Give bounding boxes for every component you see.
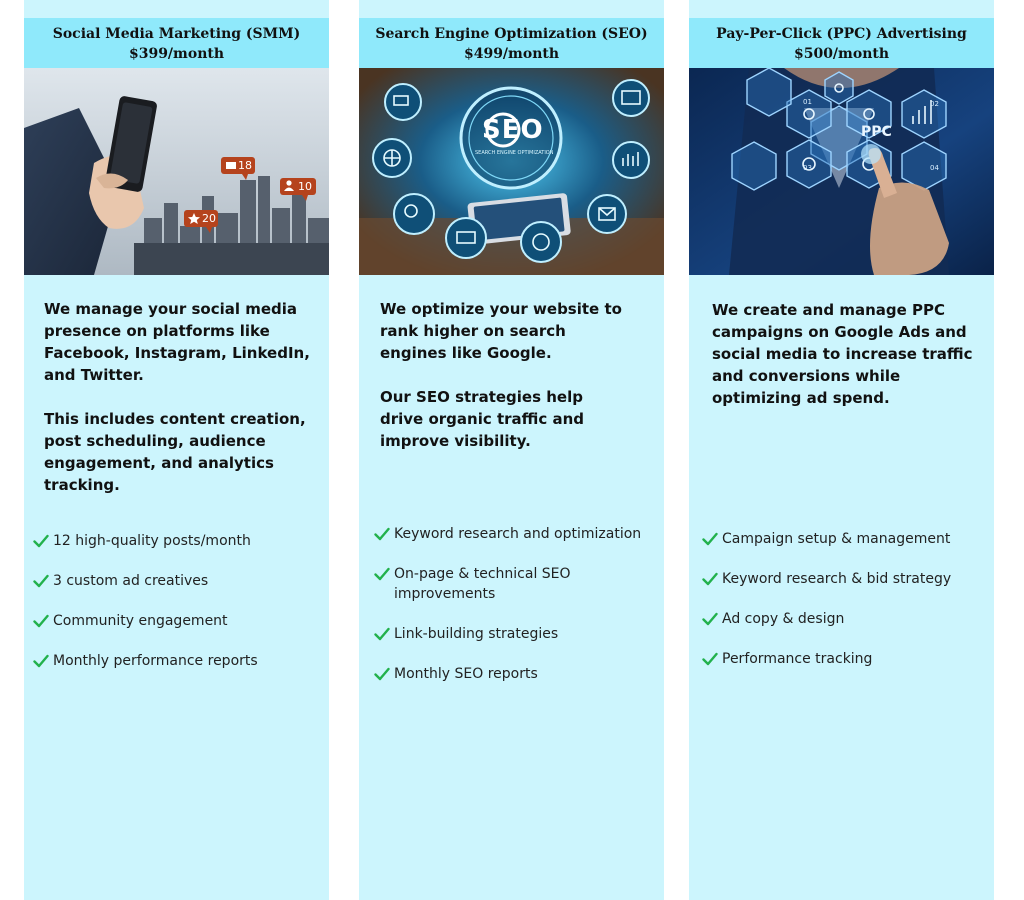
hex-label-04: 04 — [930, 164, 939, 172]
seo-image-subtitle: SEARCH ENGINE OPTIMIZATION — [475, 150, 554, 156]
check-icon — [33, 574, 49, 588]
feature-list — [702, 529, 987, 689]
check-icon — [374, 627, 390, 641]
feature-item: 3 custom ad creatives — [33, 571, 323, 591]
feature-item: Ad copy & design — [702, 609, 987, 629]
pricing-card-smm — [24, 0, 329, 900]
badge-count-20: 20 — [202, 212, 216, 225]
feature-item: Keyword research and optimization — [374, 524, 664, 544]
feature-item: Monthly SEO reports — [374, 664, 664, 684]
feature-item: Performance tracking — [702, 649, 987, 669]
feature-list — [374, 524, 664, 704]
smm-image — [24, 68, 329, 275]
feature-item: Monthly performance reports — [33, 651, 323, 671]
check-icon — [33, 654, 49, 668]
badge-count-18: 18 — [238, 159, 252, 172]
description-paragraph: We create and manage PPC campaigns on Google Ads and social media to increase traffic and conversions while optimizing ad spend. — [712, 301, 973, 407]
pricing-card-ppc — [689, 0, 994, 900]
check-icon — [33, 614, 49, 628]
seo-image-title: SEO — [482, 115, 544, 145]
check-icon — [33, 534, 49, 548]
card-header — [689, 18, 994, 68]
description-paragraph: We manage your social media presence on platforms like Facebook, Instagram, LinkedIn, and Twitter. — [44, 300, 310, 384]
hex-label-02: 02 — [930, 100, 939, 108]
hex-label-01: 01 — [803, 98, 812, 106]
ppc-image — [689, 68, 994, 275]
description-paragraph: This includes content creation, post scheduling, audience engagement, and analytics tracking. — [44, 410, 306, 494]
seo-image — [359, 68, 664, 275]
badge-count-10: 10 — [298, 180, 312, 193]
feature-item: On-page & technical SEO improvements — [374, 564, 664, 604]
check-icon — [374, 527, 390, 541]
card-title: Pay-Per-Click (PPC) Advertising — [716, 26, 967, 42]
feature-item: Campaign setup & management — [702, 529, 987, 549]
check-icon — [374, 667, 390, 681]
feature-item: Community engagement — [33, 611, 323, 631]
ppc-image-title: PPC — [861, 124, 892, 140]
card-title: Social Media Marketing (SMM) — [52, 26, 301, 42]
feature-item: Keyword research & bid strategy — [702, 569, 987, 589]
card-description — [380, 298, 630, 474]
check-icon — [702, 532, 718, 546]
card-title: Search Engine Optimization (SEO) — [375, 26, 648, 42]
card-description — [44, 298, 316, 518]
check-icon — [702, 572, 718, 586]
card-price: $399/month — [128, 46, 225, 62]
card-price: $499/month — [463, 46, 560, 62]
pricing-card-seo — [359, 0, 664, 900]
card-header — [24, 18, 329, 68]
check-icon — [374, 567, 390, 581]
card-description — [712, 299, 982, 431]
description-paragraph: We optimize your website to rank higher on search engines like Google. — [380, 300, 622, 362]
card-header — [359, 18, 664, 68]
check-icon — [702, 612, 718, 626]
card-price: $500/month — [793, 46, 890, 62]
feature-item: 12 high-quality posts/month — [33, 531, 323, 551]
feature-list — [33, 531, 323, 691]
hex-label-03: 03 — [803, 164, 812, 172]
check-icon — [702, 652, 718, 666]
description-paragraph: Our SEO strategies help drive organic traffic and improve visibility. — [380, 388, 585, 450]
feature-item: Link-building strategies — [374, 624, 664, 644]
